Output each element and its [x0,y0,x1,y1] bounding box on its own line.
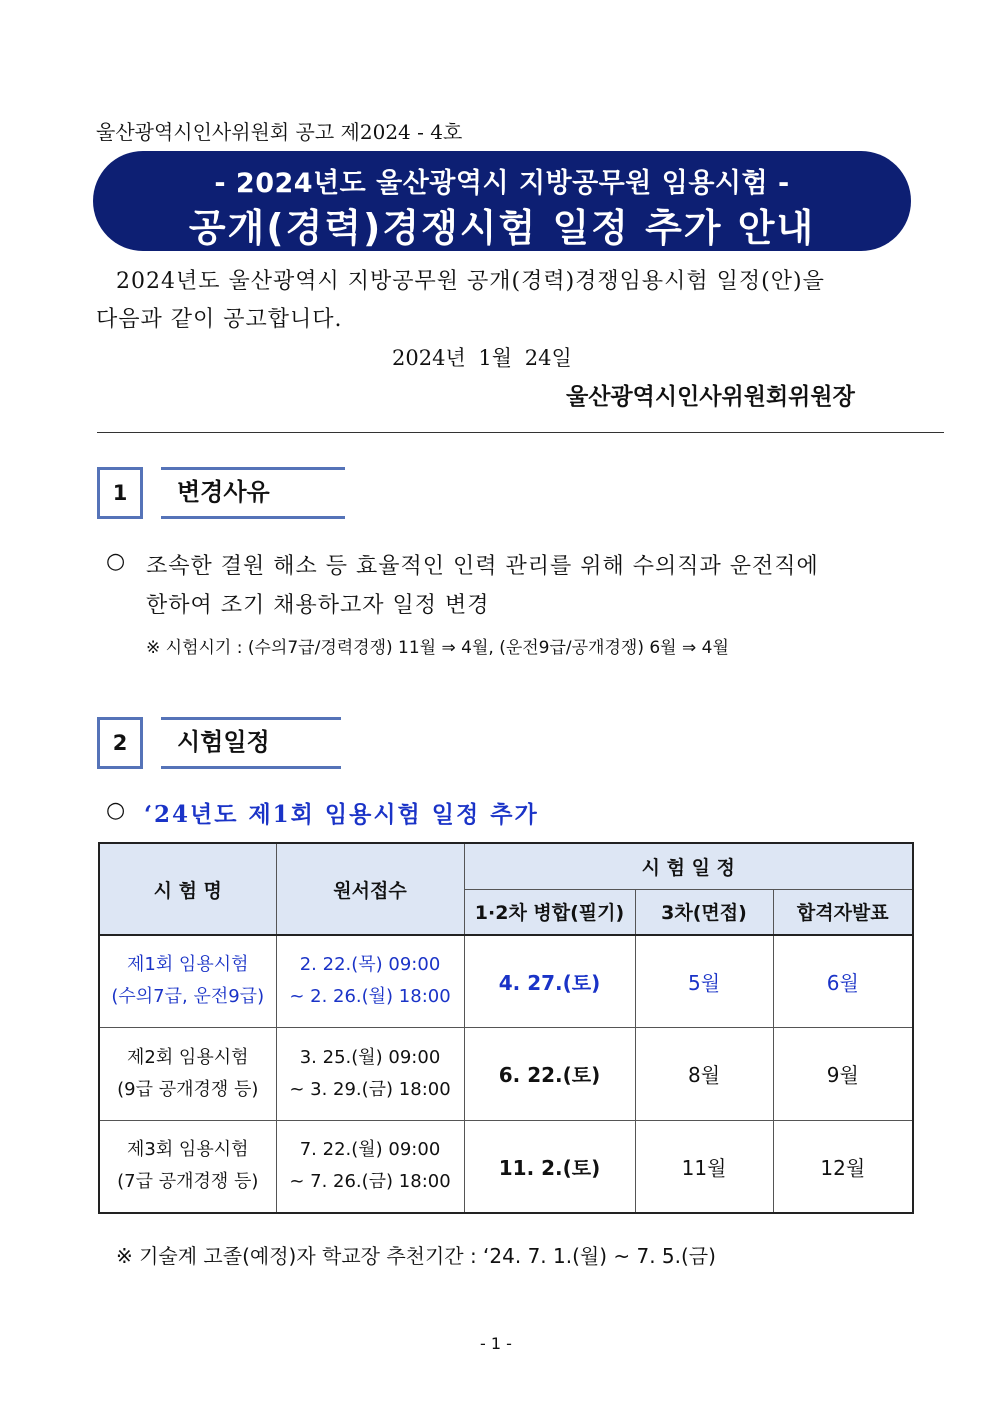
footnote: ※ 기술계 고졸(예정)자 학교장 추천기간 : ‘24. 7. 1.(월) ~ 7. 5.(금) [116,1244,716,1268]
written-exam-date: 11. 2.(토) [464,1120,635,1213]
announcement-month: 9월 [773,1027,913,1120]
header-schedule: 시 험 일 정 [464,843,913,889]
announcement-month: 12월 [773,1120,913,1213]
notice-number: 울산광역시인사위원회 공고 제2024 - 4호 [96,120,463,144]
reason-text-line2: 한하여 조기 채용하고자 일정 변경 [146,593,490,618]
interview-month: 11월 [635,1120,773,1213]
title-banner [93,151,911,251]
section2-number: 2 [97,717,143,769]
table-row [99,1027,913,1120]
application-start: 3. 25.(월) 09:00 [299,1046,441,1068]
schedule-heading: ‘24년도 제1회 임용시험 일정 추가 [144,801,539,828]
exam-name-cell [99,1027,276,1120]
issuer: 울산광역시인사위원회위원장 [566,384,855,410]
written-exam-date: 6. 22.(토) [464,1027,635,1120]
section2-title: 시험일정 [161,717,341,769]
page-number: - 1 - [480,1334,512,1353]
announcement-month: 6월 [773,935,913,1027]
schedule-table [98,842,914,1214]
header-interview: 3차(면접) [635,889,773,935]
application-cell [276,1120,464,1213]
intro-text-line1: 2024년도 울산광역시 지방공무원 공개(경력)경쟁임용시험 일정(안)을 [116,269,825,294]
header-application: 원서접수 [276,843,464,935]
header-exam-name: 시 험 명 [99,843,276,935]
exam-name: 제2회 임용시험 [126,1046,249,1068]
exam-target: (9급 공개경쟁 등) [117,1078,259,1100]
title-line2: 공개(경력)경쟁시험 일정 추가 안내 [188,206,816,250]
notice-date: 2024년 1월 24일 [392,346,572,370]
reason-note: ※ 시험시기 : (수의7급/경력경쟁) 11월 ⇒ 4월, (운전9급/공개경쟁) 6월 ⇒ 4월 [146,638,729,658]
application-start: 7. 22.(월) 09:00 [299,1139,441,1161]
header-written: 1·2차 병합(필기) [464,889,635,935]
interview-month: 5월 [635,935,773,1027]
exam-name-cell [99,935,276,1027]
application-cell [276,1027,464,1120]
exam-target: (7급 공개경쟁 등) [117,1171,259,1193]
header-announcement: 합격자발표 [773,889,913,935]
section1-number: 1 [97,467,143,519]
table-row [99,935,913,1027]
application-start: 2. 22.(목) 09:00 [299,954,441,976]
section1-title: 변경사유 [161,467,345,519]
exam-name-cell [99,1120,276,1213]
application-end: ~ 2. 26.(월) 18:00 [289,986,451,1008]
section1-bullet: ○ [106,549,126,574]
application-end: ~ 7. 26.(금) 18:00 [289,1171,451,1193]
application-cell [276,935,464,1027]
interview-month: 8월 [635,1027,773,1120]
title-line1: - 2024년도 울산광역시 지방공무원 임용시험 - [214,168,790,199]
divider [97,432,944,433]
application-end: ~ 3. 29.(금) 18:00 [289,1078,451,1100]
table-row [99,1120,913,1213]
written-exam-date: 4. 27.(토) [464,935,635,1027]
section2-bullet: ○ [106,798,126,823]
intro-text-line2: 다음과 같이 공고합니다. [96,307,343,332]
exam-name: 제1회 임용시험 [126,954,249,976]
reason-text-line1: 조속한 결원 해소 등 효율적인 인력 관리를 위해 수의직과 운전직에 [146,554,819,579]
exam-name: 제3회 임용시험 [126,1139,249,1161]
exam-target: (수의7급, 운전9급) [111,986,265,1008]
